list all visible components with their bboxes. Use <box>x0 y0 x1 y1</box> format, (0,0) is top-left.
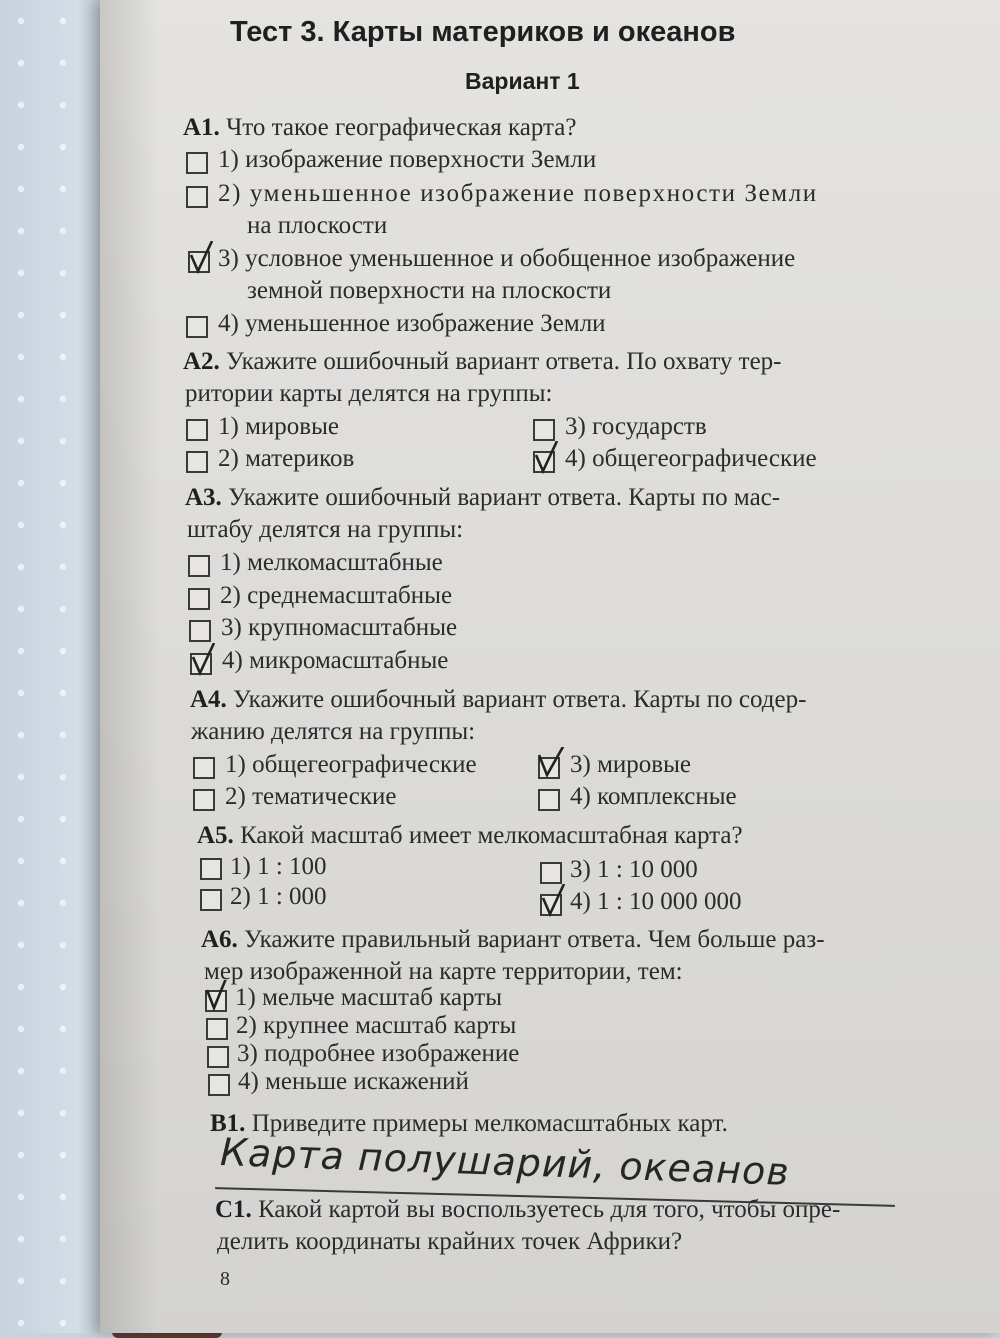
checkbox-a5-1[interactable] <box>200 858 222 880</box>
checkbox-a3-4[interactable] <box>190 653 212 675</box>
question-text: Укажите ошибочный вариант ответа. Карты по содер- <box>233 686 807 713</box>
checkbox-a2-2[interactable] <box>186 451 208 473</box>
question-text: Какой масштаб имеет мелкомасштабная карта? <box>240 822 743 849</box>
question-number: А4. <box>190 686 227 713</box>
option-label: 2) уменьшенное изображение поверхности Земли <box>218 180 818 207</box>
checkbox-a1-4[interactable] <box>186 316 208 338</box>
option-label: 4) меньше искажений <box>238 1068 469 1095</box>
checkbox-a2-4[interactable] <box>533 451 555 473</box>
question-a6 <box>201 926 825 954</box>
option-label: 4) микромасштабные <box>222 647 449 674</box>
checkbox-a2-1[interactable] <box>186 419 208 441</box>
option-label: 1) общегеографические <box>225 751 477 778</box>
question-number: А3. <box>185 484 222 511</box>
option-label: 1) мельче масштаб карты <box>235 984 503 1011</box>
option-label: 3) мировые <box>570 751 691 778</box>
checkbox-a4-1[interactable] <box>193 757 215 779</box>
question-number: А6. <box>201 926 238 953</box>
question-text: Укажите правильный вариант ответа. Чем больше раз- <box>244 926 825 953</box>
handwritten-checkmark-icon <box>188 241 218 275</box>
question-a5 <box>197 822 743 850</box>
question-number: С1. <box>215 1196 252 1223</box>
option-label-cont: на плоскости <box>247 212 388 239</box>
page-title: Тест 3. Карты материков и океанов <box>230 16 736 48</box>
option-label: 3) подробнее изображение <box>237 1040 520 1067</box>
option-label: 2) 1 : 000 <box>230 883 327 910</box>
checkbox-a2-3[interactable] <box>533 419 555 441</box>
checkbox-a3-3[interactable] <box>189 620 211 642</box>
page-number: 8 <box>220 1268 230 1290</box>
option-label: 1) 1 : 100 <box>230 853 327 880</box>
checkbox-a6-4[interactable] <box>208 1074 230 1096</box>
option-label: 4) комплексные <box>570 783 737 810</box>
handwritten-checkmark-icon <box>538 747 568 781</box>
background-fold-shadow <box>0 0 110 1333</box>
checkbox-a5-2[interactable] <box>200 889 222 911</box>
checkbox-a4-3[interactable] <box>538 757 560 779</box>
checkbox-a4-4[interactable] <box>538 789 560 811</box>
question-number: А5. <box>197 822 234 849</box>
option-label: 1) изображение поверхности Земли <box>218 146 597 173</box>
checkbox-a6-3[interactable] <box>207 1046 229 1068</box>
option-label: 2) материков <box>218 445 355 472</box>
checkbox-a1-3[interactable] <box>188 251 210 273</box>
question-text: Приведите примеры мелкомасштабных карт. <box>251 1110 728 1137</box>
option-label: 3) крупномасштабные <box>221 614 458 641</box>
question-a1 <box>183 114 576 142</box>
handwritten-checkmark-icon <box>205 980 235 1014</box>
option-label: 4) уменьшенное изображение Земли <box>218 310 606 337</box>
handwritten-checkmark-icon <box>540 884 570 918</box>
option-label: 2) среднемасштабные <box>220 582 453 609</box>
question-number: В1. <box>210 1110 246 1137</box>
question-a3 <box>185 484 780 512</box>
handwritten-checkmark-icon <box>533 441 563 475</box>
option-label: 2) крупнее масштаб карты <box>236 1012 517 1039</box>
checkbox-a1-1[interactable] <box>186 152 208 174</box>
handwritten-answer-b1: Карта полушарий, океанов <box>219 1130 791 1194</box>
variant-heading: Вариант 1 <box>465 68 580 94</box>
question-a2 <box>183 348 782 376</box>
option-label: 3) условное уменьшенное и обобщенное изображение <box>218 245 796 272</box>
question-text-cont: жанию делятся на группы: <box>191 718 476 745</box>
option-label-cont: земной поверхности на плоскости <box>247 277 612 304</box>
option-label: 1) мировые <box>218 413 339 440</box>
option-label: 4) общегеографические <box>565 445 817 472</box>
checkbox-a3-1[interactable] <box>188 555 210 577</box>
question-text: Укажите ошибочный вариант ответа. Карты по мас- <box>228 484 781 511</box>
option-label: 1) мелкомасштабные <box>220 549 443 576</box>
checkbox-a3-2[interactable] <box>188 588 210 610</box>
checkbox-a5-4[interactable] <box>540 894 562 916</box>
checkbox-a6-1[interactable] <box>205 990 227 1012</box>
question-text: Укажите ошибочный вариант ответа. По охвату тер- <box>226 348 782 375</box>
question-number: А2. <box>183 348 220 375</box>
workbook-page <box>100 0 1000 1333</box>
question-number: А1. <box>183 114 220 141</box>
question-text: Какой картой вы воспользуетесь для того, чтобы опре- <box>258 1196 841 1223</box>
question-a4 <box>190 686 806 714</box>
option-label: 3) государств <box>565 413 707 440</box>
option-label: 3) 1 : 10 000 <box>570 856 698 883</box>
question-text-cont: ритории карты делятся на группы: <box>185 380 553 407</box>
handwritten-checkmark-icon <box>190 643 220 677</box>
question-text: Что такое географическая карта? <box>226 114 577 141</box>
checkbox-a6-2[interactable] <box>206 1018 228 1040</box>
question-text-cont: штабу делятся на группы: <box>187 516 464 543</box>
option-label: 4) 1 : 10 000 000 <box>570 888 742 915</box>
question-text-cont: мер изображенной на карте территории, тем: <box>204 958 683 985</box>
question-text-cont: делить координаты крайних точек Африки? <box>217 1228 683 1255</box>
checkbox-a5-3[interactable] <box>540 862 562 884</box>
option-label: 2) тематические <box>225 783 397 810</box>
checkbox-a1-2[interactable] <box>186 186 208 208</box>
checkbox-a4-2[interactable] <box>193 789 215 811</box>
question-c1 <box>215 1196 840 1224</box>
